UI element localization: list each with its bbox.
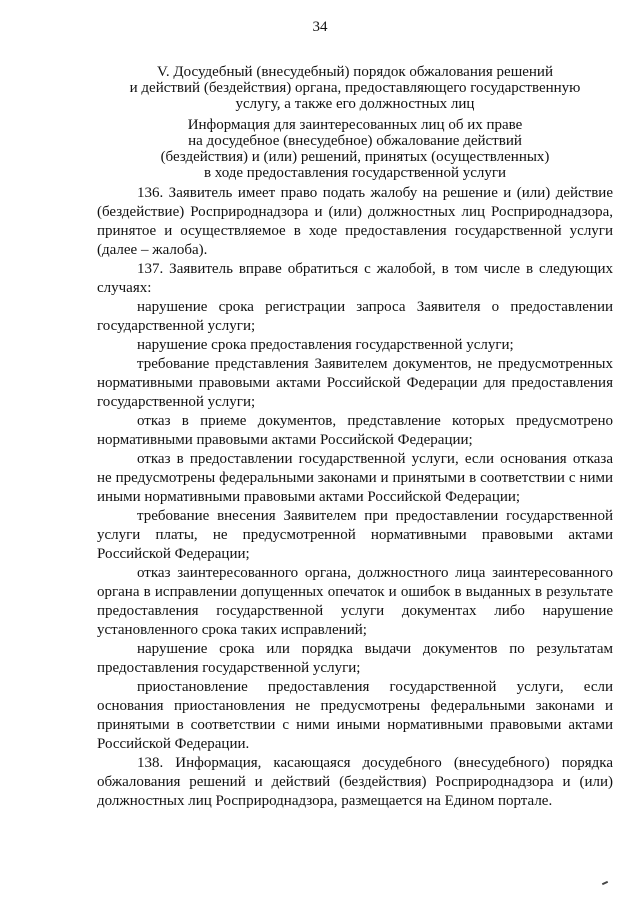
list-item: нарушение срока или порядка выдачи документов по результатам предоставления государственной услуги;: [97, 641, 613, 676]
section-heading: [110, 64, 600, 112]
scan-mark: [602, 881, 608, 885]
subsection-heading-line: Информация для заинтересованных лиц об их праве: [187, 117, 523, 133]
list-item: нарушение срока предоставления государственной услуги;: [137, 337, 514, 353]
list-item: нарушение срока регистрации запроса Заявителя о предоставлении государственной услуги;: [97, 299, 613, 334]
paragraph-138: 138. Информация, касающаяся досудебного (внесудебного) порядка обжалования решений и действий (бездействия) Росприроднадзора и (или) должностных лиц Росприроднадзора, размещается на Едином портале.: [97, 755, 613, 809]
section-heading-line: и действий (бездействия) органа, предоставляющего государственную: [129, 80, 581, 96]
list-item: отказ заинтересованного органа, должностного лица заинтересованного органа в исправлении допущенных опечаток и ошибок в выданных в результате предоставления государственной услуги документах либо нарушение установленного срока таких исправлений;: [97, 565, 613, 638]
subsection-heading-line: (бездействия) и (или) решений, принятых (осуществленных): [160, 149, 550, 165]
list-item: требование представления Заявителем документов, не предусмотренных нормативными правовыми актами Российской Федерации для предоставления государственной услуги;: [97, 356, 613, 410]
paragraph-136: 136. Заявитель имеет право подать жалобу на решение и (или) действие (бездействие) Росприроднадзора и (или) должностных лиц Росприроднадзора, принятое и осуществляемое в ходе предоставления государственной услуги (далее – жалоба).: [97, 185, 613, 258]
subsection-heading: [110, 117, 600, 181]
list-item: требование внесения Заявителем при предоставлении государственной услуги платы, не предусмотренной нормативными правовыми актами Российской Федерации;: [97, 508, 613, 562]
page-number: 34: [312, 19, 328, 35]
section-heading-line: V. Досудебный (внесудебный) порядок обжалования решений: [157, 64, 553, 80]
section-heading-line: услугу, а также его должностных лиц: [235, 96, 475, 112]
document-body: [97, 184, 613, 811]
subsection-heading-line: в ходе предоставления государственной услуги: [203, 165, 507, 181]
list-item: отказ в предоставлении государственной услуги, если основания отказа не предусмотрены федеральными законами и принятыми в соответствии с ними иными нормативными правовыми актами Российской Федерации;: [97, 451, 613, 505]
paragraph-137: 137. Заявитель вправе обратиться с жалобой, в том числе в следующих случаях:: [97, 261, 613, 296]
list-item: приостановление предоставления государственной услуги, если основания приостановления не предусмотрены федеральными законами и принятыми в соответствии с ними иными нормативными правовыми актами Российской Федерации.: [97, 679, 613, 752]
subsection-heading-line: на досудебное (внесудебное) обжалование действий: [188, 133, 522, 149]
list-item: отказ в приеме документов, представление которых предусмотрено нормативными правовыми актами Российской Федерации;: [97, 413, 613, 448]
